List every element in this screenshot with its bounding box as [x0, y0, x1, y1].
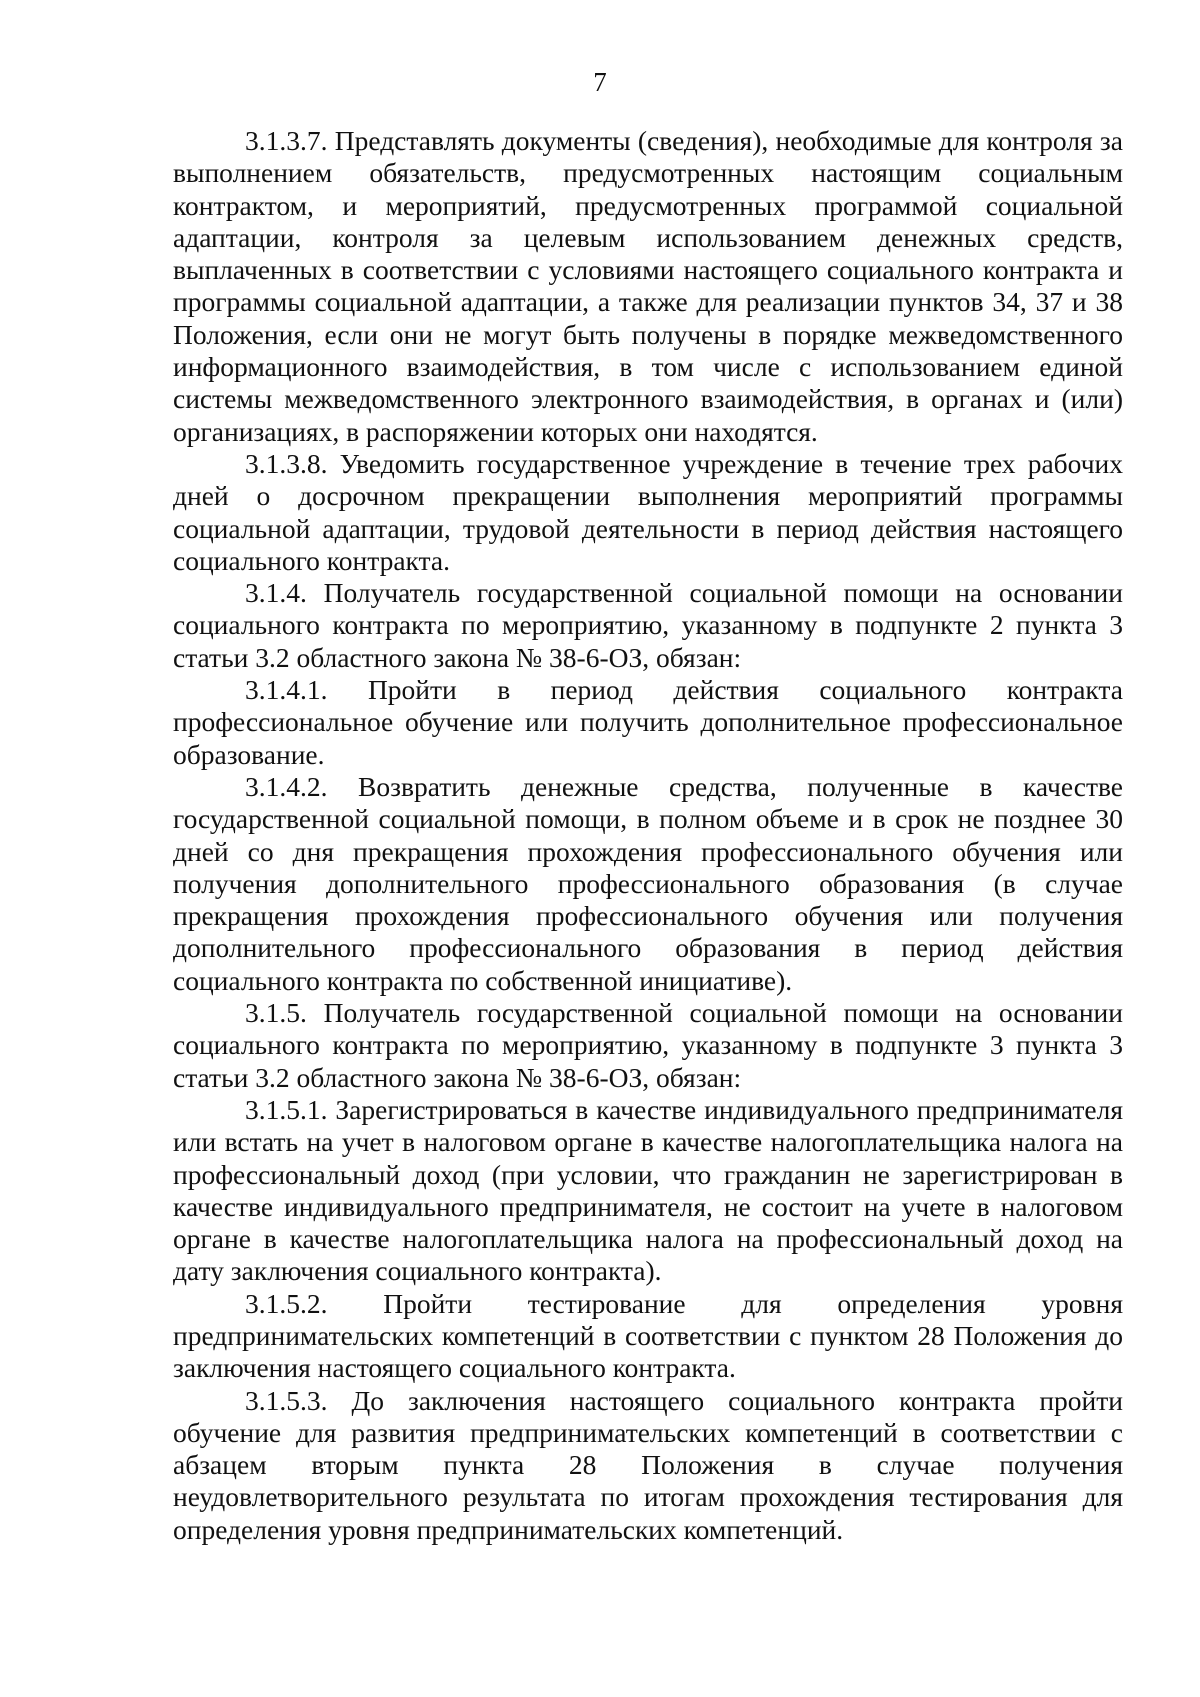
- paragraph-3-1-3-8: 3.1.3.8. Уведомить государственное учреждение в течение трех рабочих дней о досрочном прекращении выполнения мероприятий программы социальной адаптации, трудовой деятельности в период действия настоящего социального контракта.: [173, 447, 1123, 576]
- paragraph-3-1-4: 3.1.4. Получатель государственной социальной помощи на основании социального контракта по мероприятию, указанному в подпункте 2 пункта 3 статьи 3.2 областного закона № 38-6-ОЗ, обязан:: [173, 577, 1123, 673]
- paragraph-3-1-4-2: 3.1.4.2. Возвратить денежные средства, полученные в качестве государственной социальной помощи, в полном объеме и в срок не позднее 30 дней со дня прекращения прохождения профессионального обучения или получения дополнительного профессионального образования (в случае прекращения прохождения профессионального обучения или получения дополнительного профессионального образования в период действия социального контракта по собственной инициативе).: [173, 770, 1123, 996]
- paragraph-3-1-4-1: 3.1.4.1. Пройти в период действия социального контракта профессиональное обучение или получить дополнительное профессиональное образование.: [173, 674, 1123, 770]
- page-number: 7: [593, 67, 607, 97]
- paragraph-3-1-5: 3.1.5. Получатель государственной социальной помощи на основании социального контракта по мероприятию, указанному в подпункте 3 пункта 3 статьи 3.2 областного закона № 38-6-ОЗ, обязан:: [173, 997, 1123, 1093]
- paragraph-3-1-3-7: 3.1.3.7. Представлять документы (сведения), необходимые для контроля за выполнением обязательств, предусмотренных настоящим социальным контрактом, и мероприятий, предусмотренных программой социальной адаптации, контроля за целевым использованием денежных средств, выплаченных в соответствии с условиями настоящего социального контракта и программы социальной адаптации, а также для реализации пунктов 34, 37 и 38 Положения, если они не могут быть получены в порядке межведомственного информационного взаимодействия, в том числе с использованием единой системы межведомственного электронного взаимодействия, в органах и (или) организациях, в распоряжении которых они находятся.: [173, 125, 1123, 447]
- paragraph-3-1-5-1: 3.1.5.1. Зарегистрироваться в качестве индивидуального предпринимателя или встать на учет в налоговом органе в качестве налогоплательщика налога на профессиональный доход (при условии, что гражданин не зарегистрирован в качестве индивидуального предпринимателя, не состоит на учете в налоговом органе в качестве налогоплательщика налога на профессиональный доход на дату заключения социального контракта).: [173, 1093, 1123, 1287]
- paragraph-3-1-5-2: 3.1.5.2. Пройти тестирование для определения уровня предпринимательских компетенций в соответствии с пунктом 28 Положения до заключения настоящего социального контракта.: [173, 1287, 1123, 1384]
- paragraph-3-1-5-3: 3.1.5.3. До заключения настоящего социального контракта пройти обучение для развития предпринимательских компетенций в соответствии с абзацем вторым пункта 28 Положения в случае получения неудовлетворительного результата по итогам прохождения тестирования для определения уровня предпринимательских компетенций.: [173, 1384, 1123, 1545]
- document-body: [173, 125, 1123, 1546]
